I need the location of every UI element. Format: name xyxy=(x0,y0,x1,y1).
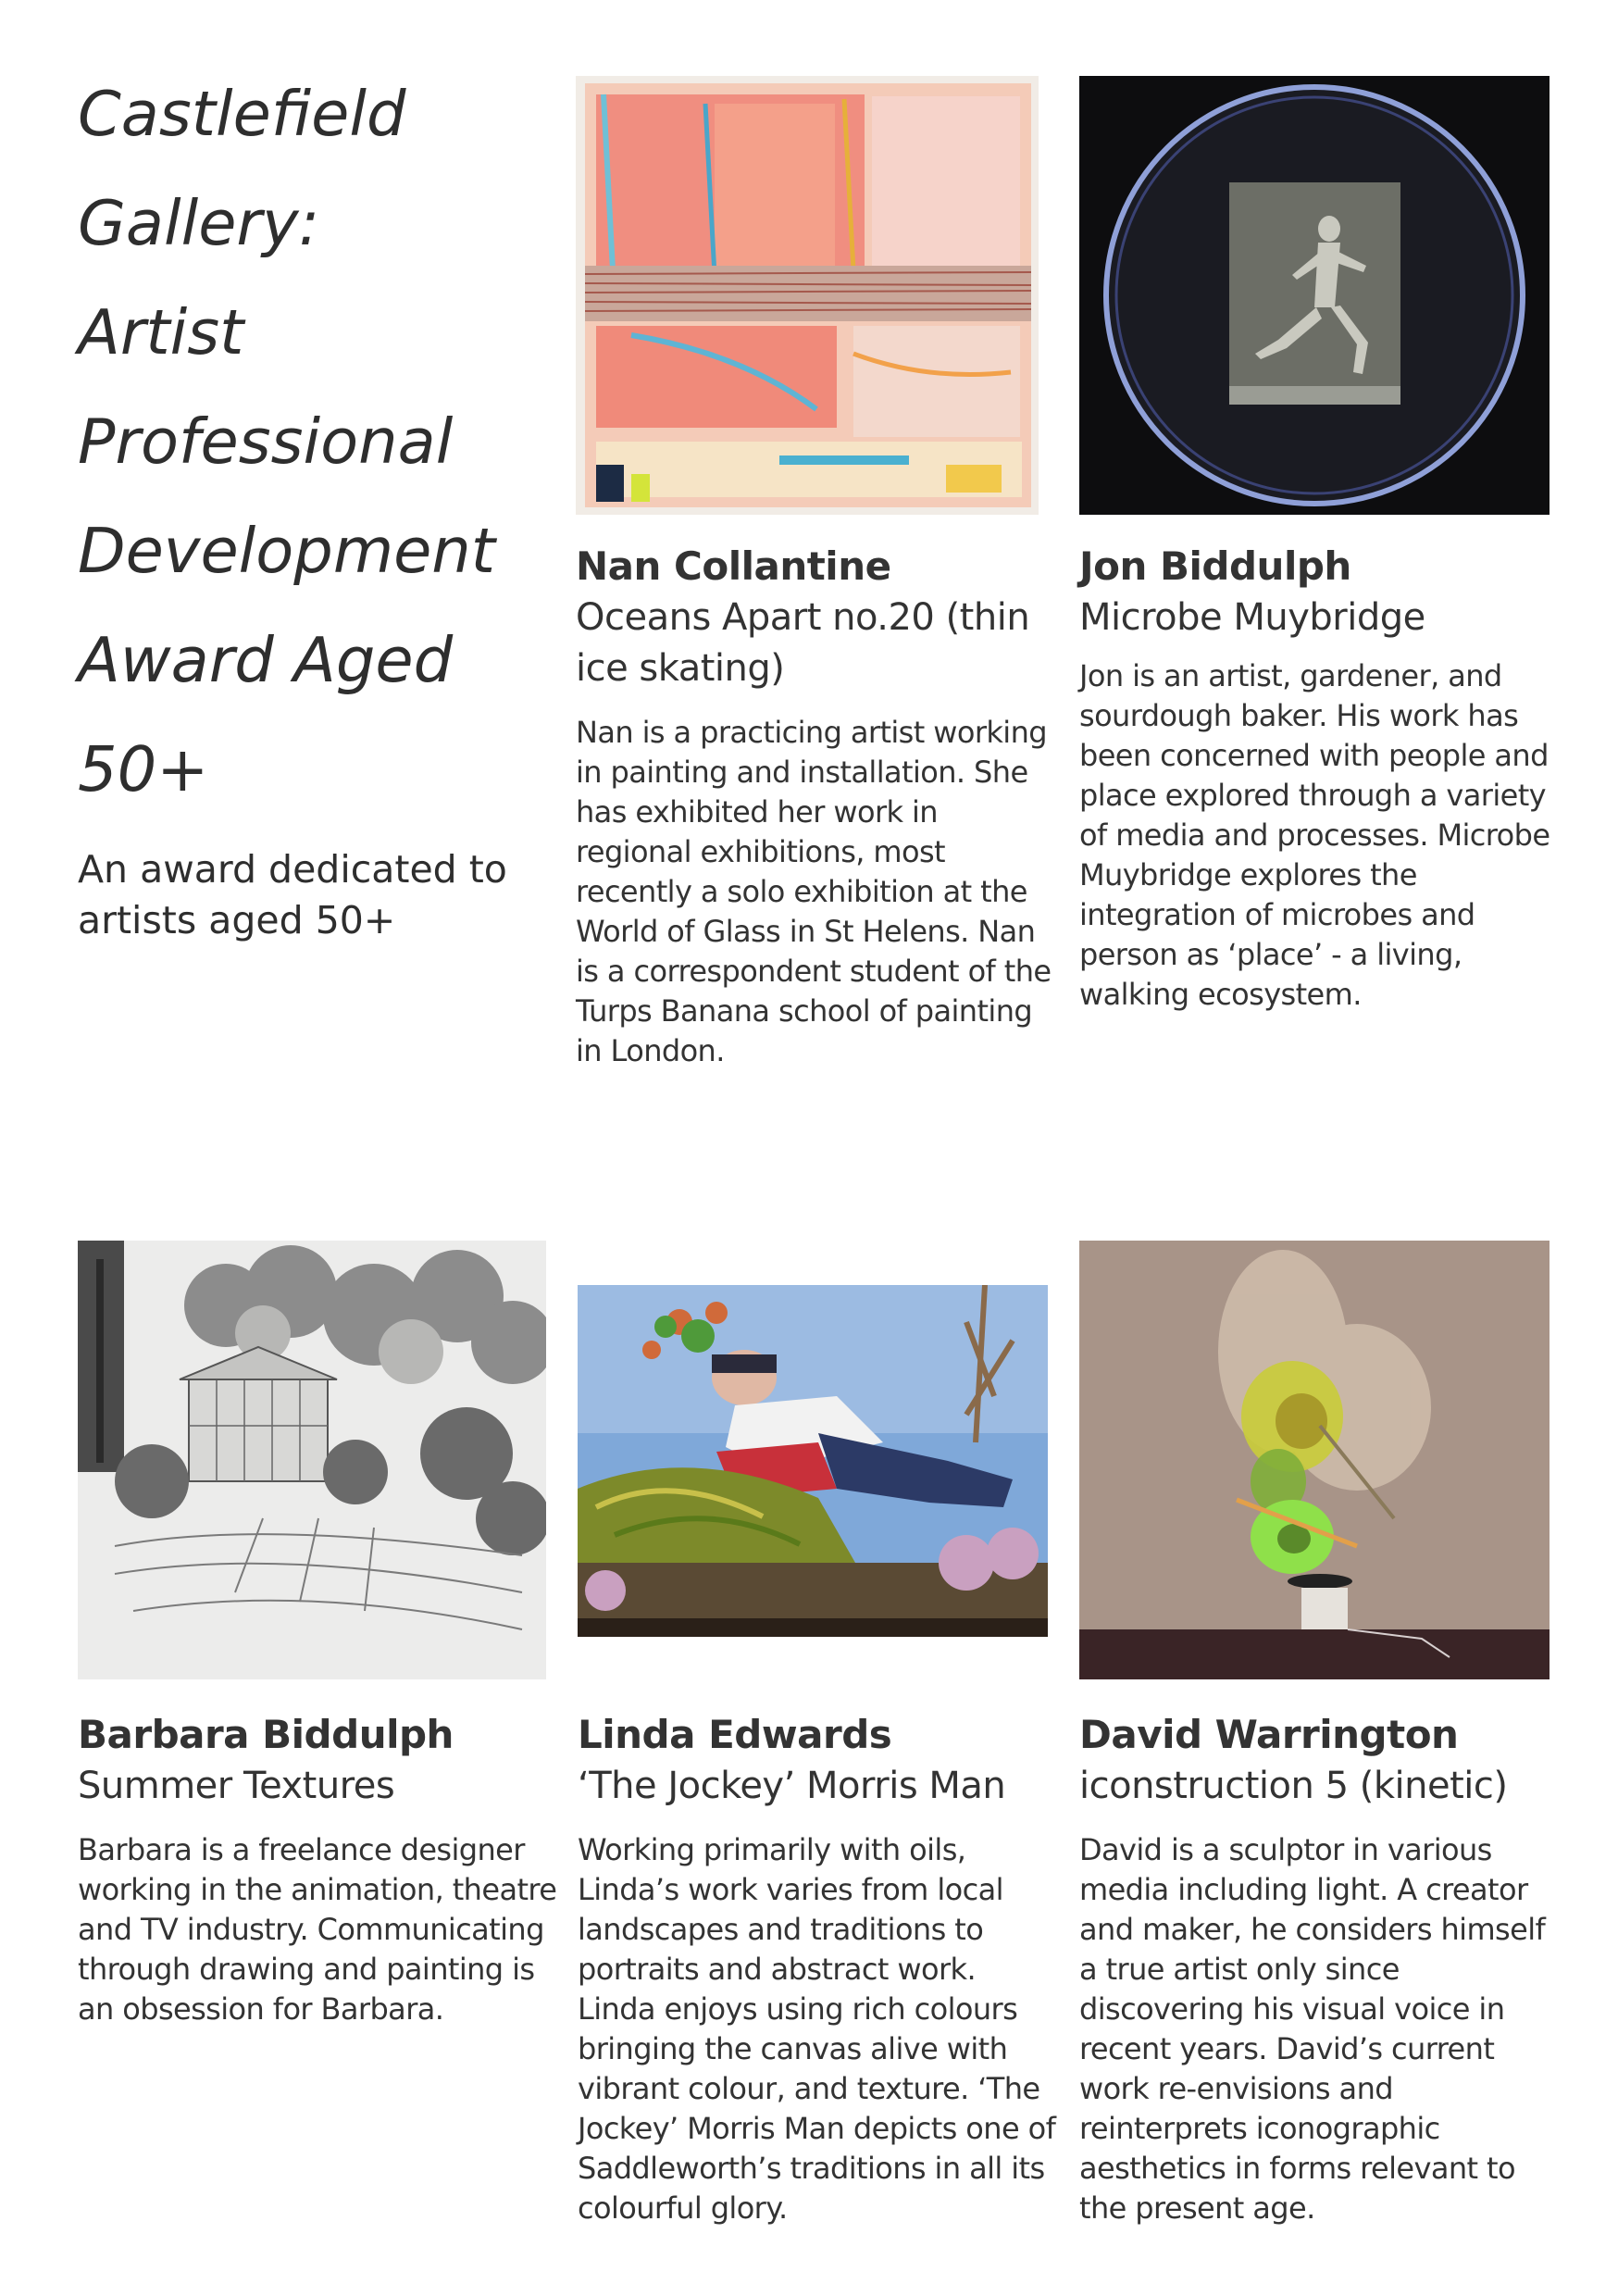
title-line: Artist xyxy=(78,296,244,368)
artist-name: Jon Biddulph xyxy=(1079,543,1351,589)
artwork-iconstruction-5 xyxy=(1079,1241,1550,1679)
title-line: Development xyxy=(78,515,496,587)
work-title: Summer Textures xyxy=(78,1765,395,1807)
artist-bio: Nan is a practicing artist working in painting and installation. She has exhibited her work in regional exhibitions, most recently a solo exhibition at the World of Glass in St Helens. Nan is a correspondent student of the Turps Banana school of painting in London. xyxy=(576,715,1052,1068)
artist-card-jon-biddulph xyxy=(1079,541,1561,1015)
title-line: Award Aged xyxy=(78,624,454,696)
artist-card-david-warrington xyxy=(1079,1709,1561,2228)
artist-bio: David is a sculptor in various media including light. A creator and maker, he considers himself a true artist only since discovering his visual voice in recent years. David’s current work re-envisions and reinterprets iconographic aesthetics in forms relevant to the present age. xyxy=(1079,1832,1546,2226)
artist-name: Nan Collantine xyxy=(576,543,891,589)
artist-name: Barbara Biddulph xyxy=(78,1712,454,1757)
work-title: Oceans Apart no.20 (thin ice skating) xyxy=(576,596,1030,690)
title-line: 50+ xyxy=(78,733,209,805)
artwork-oceans-apart xyxy=(576,76,1039,515)
artwork-jockey-morris-man xyxy=(578,1285,1048,1637)
artist-card-linda-edwards xyxy=(578,1709,1059,2228)
artist-name: Linda Edwards xyxy=(578,1712,892,1757)
artist-name: David Warrington xyxy=(1079,1712,1459,1757)
work-title: Microbe Muybridge xyxy=(1079,596,1425,639)
artist-card-nan-collantine xyxy=(576,541,1057,1071)
title-line: Professional xyxy=(78,406,454,478)
artwork-summer-textures xyxy=(78,1241,546,1679)
artist-bio: Working primarily with oils, Linda’s work varies from local landscapes and traditions to portraits and abstract work. Linda enjoys using rich colours bringing the canvas alive with vibrant colour, and texture. ‘The Jockey’ Morris Man depicts one of Saddleworth’s traditions in all its colourful glory. xyxy=(578,1832,1056,2226)
title-line: Castlefield xyxy=(78,78,406,150)
work-title: iconstruction 5 (kinetic) xyxy=(1079,1765,1508,1807)
page-title xyxy=(78,59,541,824)
work-title: ‘The Jockey’ Morris Man xyxy=(578,1765,1006,1807)
artist-card-barbara-biddulph xyxy=(78,1709,559,2029)
page-subtitle: An award dedicated to artists aged 50+ xyxy=(78,847,507,942)
artist-bio: Jon is an artist, gardener, and sourdough baker. His work has been concerned with people and place explored through a variety of media and processes. Microbe Muybridge explores the integration of microbes and person as ‘place’ - a living, walking ecosystem. xyxy=(1079,658,1550,1012)
artwork-microbe-muybridge xyxy=(1079,76,1550,515)
title-line: Gallery: xyxy=(78,187,320,259)
artist-bio: Barbara is a freelance designer working in the animation, theatre and TV industry. Communicating through drawing and painting is an obsession for Barbara. xyxy=(78,1832,557,2027)
